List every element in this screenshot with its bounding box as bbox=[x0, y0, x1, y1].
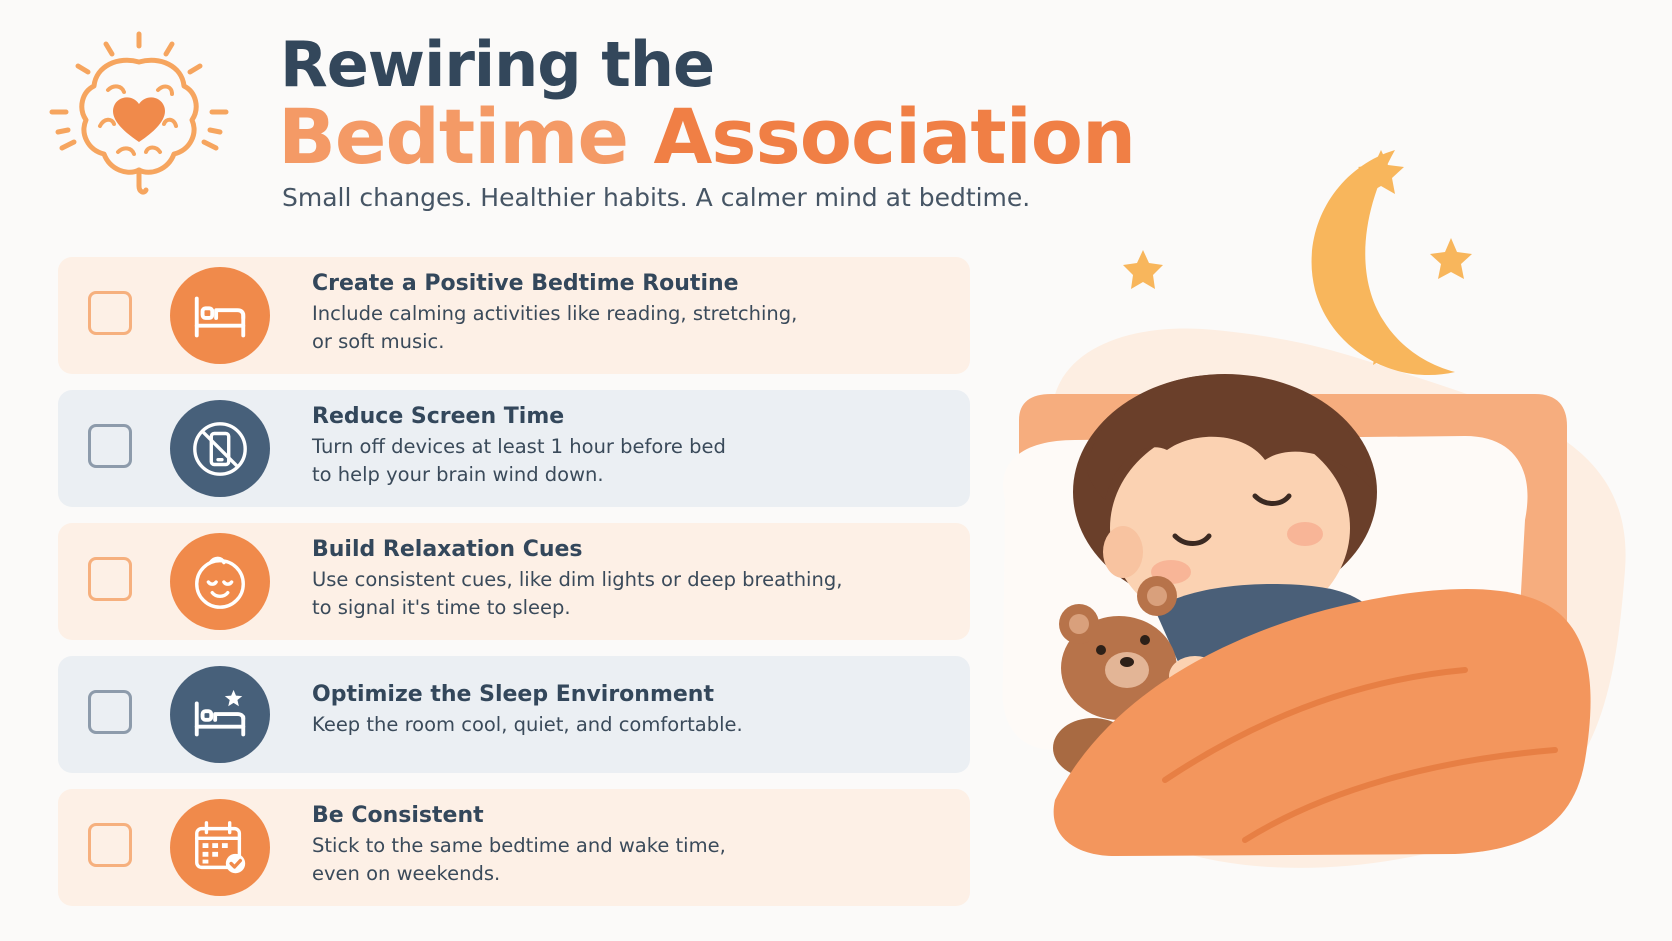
checkbox-relaxation-cues[interactable] bbox=[88, 557, 132, 601]
star-icon bbox=[1123, 250, 1163, 289]
item-title: Reduce Screen Time bbox=[312, 404, 565, 429]
star-icon bbox=[1430, 238, 1472, 279]
item-desc-line-1: Stick to the same bedtime and wake time, bbox=[312, 834, 726, 857]
checklist-item-sleep-environment bbox=[58, 656, 970, 773]
habit-checklist bbox=[58, 257, 970, 922]
item-description bbox=[312, 566, 872, 622]
checklist-item-routine bbox=[58, 257, 970, 374]
item-desc-line-1: Keep the room cool, quiet, and comfortable. bbox=[312, 713, 743, 736]
checkbox-sleep-environment[interactable] bbox=[88, 690, 132, 734]
checklist-item-screen-time bbox=[58, 390, 970, 507]
item-desc-line-2: or soft music. bbox=[312, 330, 445, 353]
page-subtitle: Small changes. Healthier habits. A calmer mind at bedtime. bbox=[282, 183, 1031, 212]
item-title: Be Consistent bbox=[312, 803, 484, 828]
item-desc-line-2: to help your brain wind down. bbox=[312, 463, 604, 486]
checklist-item-relaxation-cues bbox=[58, 523, 970, 640]
checkbox-screen-time[interactable] bbox=[88, 424, 132, 468]
item-desc-line-1: Turn off devices at least 1 hour before bed bbox=[312, 435, 726, 458]
checkbox-consistency[interactable] bbox=[88, 823, 132, 867]
item-desc-line-1: Include calming activities like reading, stretching, bbox=[312, 302, 798, 325]
item-desc-line-2: even on weekends. bbox=[312, 862, 501, 885]
title-word-association: Association bbox=[653, 92, 1136, 181]
item-description bbox=[312, 832, 872, 888]
calm-face-icon bbox=[170, 533, 270, 630]
bed-star-icon bbox=[170, 666, 270, 763]
bed-icon bbox=[170, 267, 270, 364]
item-description bbox=[312, 433, 872, 489]
page-title-line-1: Rewiring the bbox=[280, 28, 715, 101]
brain-heart-logo-icon bbox=[48, 30, 230, 200]
item-desc-line-1: Use consistent cues, like dim lights or deep breathing, bbox=[312, 568, 843, 591]
checklist-item-consistency bbox=[58, 789, 970, 906]
item-title: Create a Positive Bedtime Routine bbox=[312, 271, 739, 296]
title-word-bedtime: Bedtime bbox=[278, 92, 628, 181]
sleeping-child-illustration bbox=[995, 140, 1645, 900]
item-title: Build Relaxation Cues bbox=[312, 537, 583, 562]
item-description bbox=[312, 711, 872, 739]
calendar-check-icon bbox=[170, 799, 270, 896]
no-phone-icon bbox=[170, 400, 270, 497]
item-description bbox=[312, 300, 872, 356]
item-desc-line-2: to signal it's time to sleep. bbox=[312, 596, 571, 619]
item-title: Optimize the Sleep Environment bbox=[312, 682, 714, 707]
checkbox-routine[interactable] bbox=[88, 291, 132, 335]
